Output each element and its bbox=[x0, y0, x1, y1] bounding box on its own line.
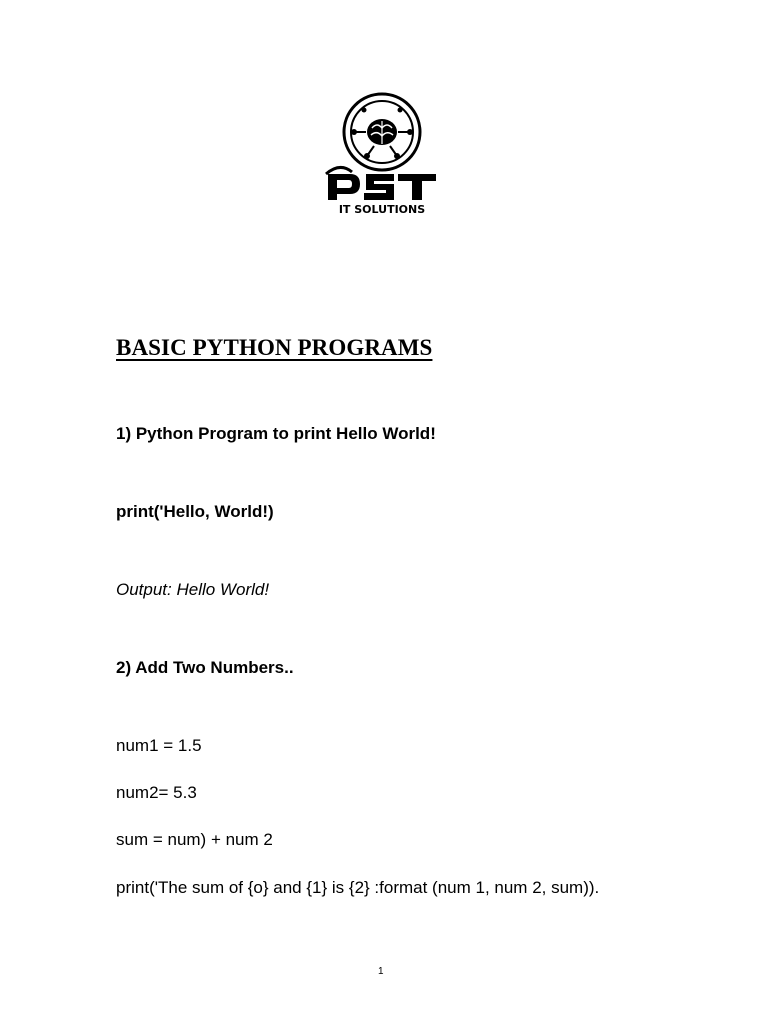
section-2-heading: 2) Add Two Numbers.. bbox=[116, 658, 294, 677]
section-1-heading: 1) Python Program to print Hello World! bbox=[116, 424, 436, 443]
pst-logo bbox=[322, 92, 442, 216]
section-1-code: print('Hello, World!) bbox=[116, 502, 274, 521]
code-line-print: print('The sum of {o} and {1} is {2} :format (num 1, num 2, sum)). bbox=[116, 878, 600, 897]
logo-tagline: IT SOLUTIONS bbox=[338, 203, 426, 216]
page-number: 1 bbox=[378, 966, 384, 977]
document-title: BASIC PYTHON PROGRAMS bbox=[116, 335, 433, 360]
code-line-num1: num1 = 1.5 bbox=[116, 736, 202, 755]
code-line-num2: num2= 5.3 bbox=[116, 783, 197, 802]
section-1-output: Output: Hello World! bbox=[116, 580, 270, 599]
code-line-sum: sum = num) + num 2 bbox=[116, 830, 273, 849]
